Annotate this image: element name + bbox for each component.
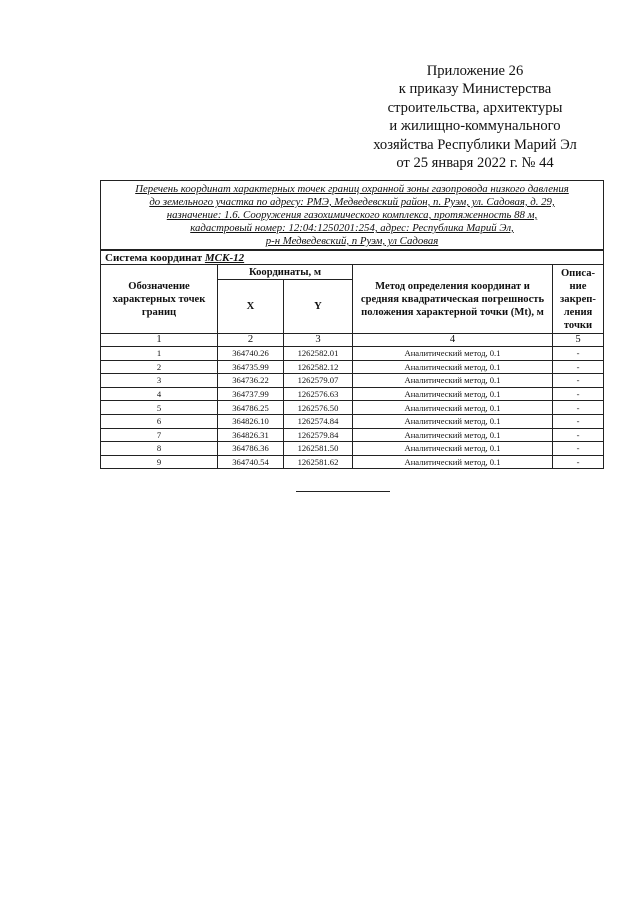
coord-y: 1262574.84	[284, 414, 353, 428]
description: -	[553, 442, 604, 456]
method: Аналитический метод, 0.1	[353, 347, 553, 361]
coordinates-table	[100, 180, 604, 469]
coord-x: 364826.31	[218, 428, 284, 442]
point-number: 6	[101, 414, 218, 428]
table-row	[101, 414, 604, 428]
title-line: кадастровый номер: 12:04:1250201:254, адрес: Республика Марий Эл,	[190, 222, 514, 234]
table-row	[101, 428, 604, 442]
system-label: Система координат	[105, 251, 203, 264]
method: Аналитический метод, 0.1	[353, 455, 553, 469]
table-row	[101, 455, 604, 469]
coord-x: 364786.36	[218, 442, 284, 456]
point-number: 4	[101, 387, 218, 401]
col-number: 3	[284, 334, 353, 347]
method: Аналитический метод, 0.1	[353, 387, 553, 401]
header-line: Приложение 26	[426, 63, 524, 79]
point-number: 8	[101, 442, 218, 456]
point-number: 3	[101, 374, 218, 388]
title-line: до земельного участка по адресу: РМЭ, Медведевский район, п. Руэм, ул. Садовая, д. 29,	[149, 196, 555, 208]
method: Аналитический метод, 0.1	[353, 414, 553, 428]
header-line: и жилищно-коммунального	[389, 118, 561, 135]
point-number: 9	[101, 455, 218, 469]
method: Аналитический метод, 0.1	[353, 360, 553, 374]
coord-x: 364737.99	[218, 387, 284, 401]
system-code: МСК-12	[204, 251, 245, 264]
header-coords	[218, 265, 353, 280]
header-method	[353, 265, 553, 334]
col-number: 4	[353, 334, 553, 347]
coord-y: 1262581.50	[284, 442, 353, 456]
header-line: строительства, архитектуры	[387, 99, 563, 116]
point-number: 7	[101, 428, 218, 442]
title-line: р-н Медведевский, п Руэм, ул Садовая	[265, 235, 439, 247]
header-x: X	[218, 280, 284, 334]
header-y: Y	[284, 280, 353, 334]
coordinate-system	[101, 250, 604, 265]
coord-x: 364735.99	[218, 360, 284, 374]
coord-y: 1262576.50	[284, 401, 353, 415]
header-description	[553, 265, 604, 334]
header-method-label: Метод определения координат и средняя квадратическая погрешность положения характерной точки (Mt), м	[360, 280, 545, 318]
table-row	[101, 374, 604, 388]
coord-y: 1262576.63	[284, 387, 353, 401]
header-point	[101, 265, 218, 334]
coord-x: 364740.54	[218, 455, 284, 469]
title-line: Перечень координат характерных точек границ охранной зоны газопровода низкого давления	[135, 183, 569, 195]
table-row	[101, 442, 604, 456]
coord-x: 364786.25	[218, 401, 284, 415]
coord-y: 1262582.01	[284, 347, 353, 361]
point-number: 5	[101, 401, 218, 415]
description: -	[553, 387, 604, 401]
description: -	[553, 455, 604, 469]
title-line: назначение: 1.6. Сооружения газохимического комплекса, протяженность 88 м,	[166, 209, 538, 221]
header-description-label: Описа-ние закреп-ления точки	[560, 267, 596, 331]
closing-divider	[296, 491, 390, 492]
table-row	[101, 401, 604, 415]
coord-y: 1262579.84	[284, 428, 353, 442]
appendix-header	[340, 62, 610, 172]
method: Аналитический метод, 0.1	[353, 401, 553, 415]
coord-x: 364826.10	[218, 414, 284, 428]
description: -	[553, 360, 604, 374]
coord-x: 364740.26	[218, 347, 284, 361]
table-title	[101, 181, 604, 251]
point-number: 1	[101, 347, 218, 361]
description: -	[553, 414, 604, 428]
col-number: 5	[553, 334, 604, 347]
header-line: от 25 января 2022 г. № 44	[396, 155, 554, 172]
description: -	[553, 428, 604, 442]
table-row	[101, 387, 604, 401]
col-number: 2	[218, 334, 284, 347]
header-line: к приказу Министерства	[398, 81, 552, 98]
coord-y: 1262582.12	[284, 360, 353, 374]
method: Аналитический метод, 0.1	[353, 442, 553, 456]
col-number: 1	[101, 334, 218, 347]
header-coords-label: Координаты, м	[248, 266, 322, 278]
method: Аналитический метод, 0.1	[353, 374, 553, 388]
point-number: 2	[101, 360, 218, 374]
description: -	[553, 374, 604, 388]
table-row	[101, 360, 604, 374]
header-line: хозяйства Республики Марий Эл	[373, 136, 577, 153]
coord-y: 1262581.62	[284, 455, 353, 469]
method: Аналитический метод, 0.1	[353, 428, 553, 442]
description: -	[553, 347, 604, 361]
table-row	[101, 347, 604, 361]
header-point-label: Обозначение характерных точек границ	[112, 280, 206, 318]
description: -	[553, 401, 604, 415]
coord-x: 364736.22	[218, 374, 284, 388]
coord-y: 1262579.07	[284, 374, 353, 388]
